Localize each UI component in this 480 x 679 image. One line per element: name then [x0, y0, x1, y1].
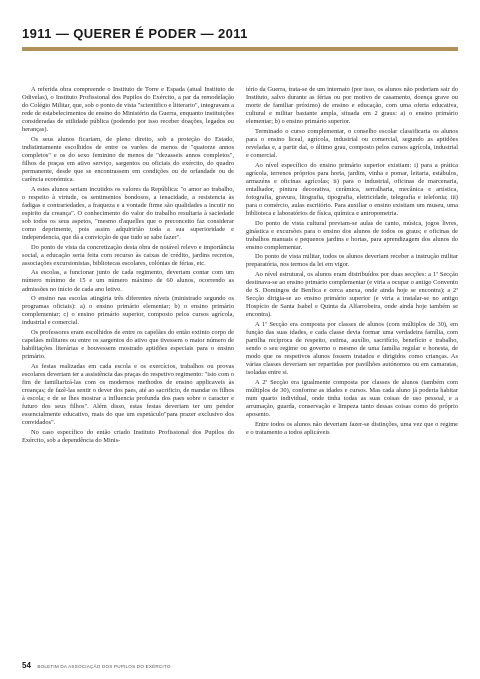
publication-name: BOLETIM DA ASSOCIAÇÃO DOS PUPILOS DO EXÉRCITO [37, 664, 171, 669]
paragraph: Do ponto de vista militar, todos os alunos deveriam receber a instrução militar preparatória, nos termos da lei em vigor. [246, 253, 458, 269]
page-footer [22, 655, 171, 673]
page-number: 54 [22, 661, 31, 670]
left-column [22, 86, 234, 446]
page-header [22, 26, 458, 51]
paragraph: Ao nível específico do ensino primário superior existiam: i) para a prática agrícola, terrenos próprios para horta, jardim, vinha e pomar, leitaria, estábulos, armazéns e oficinas agrícolas; ii) para o industrial, oficinas de marcenaria, entalhador, pintura decorativa, cerâmica, serralharia, mecânica e artística, fotografia, gravura, litografia, tipografia, eletricidade, telegrafia e telefonia; iii) para o comércio, aulas escritório. Para auxiliar o ensino existiam um museu, uma biblioteca e laboratórios de física, química e antropometria. [246, 161, 458, 217]
paragraph: Do ponto de vista da concretização desta obra de notável relevo e importância social, a educação seria feita com recurso às caixas de crédito, jardins recreios, associações excursionistas, bibliotecas escolares, colónias de férias, etc. [22, 243, 234, 267]
paragraph: Terminado o curso complementar, o conselho escolar classificaria os alunos para o ensino liceal, agrícola, industrial ou comercial, segundo as aptidões reveladas e, a partir daí, o último grau, composto pelos cursos agrícola, industrial e comercial. [246, 127, 458, 159]
page-title: 1911 — QUERER É PODER — 2011 [22, 26, 248, 41]
paragraph: As festas realizadas em cada escola e os exercícios, trabalhos ou provas escolares deveriam ter a assistência das praças do respetivo regimento: "isto com o fim de familiarizá-las com os modernos methodos de ensino applicaveis às creanças; de fazê-las sentir o dever dos paes, até ao sacrificio, de mandar os filhos à escola; e de se lhes mostrar a influencia profunda dos paes sobre o caracter e futuro dos seus filhos". Além disso, estas festas deveriam ter um pendor essencialmente educativo, mais do que um espetáculo"para prazer exclusivo dos convidados". [22, 362, 234, 427]
right-column [246, 86, 458, 446]
paragraph: Entre todos os alunos não deveriam fazer-se distinções, uma vez que o regime e o tratamento a todos aplicáveis [246, 420, 458, 436]
paragraph: As escolas, a funcionar junto de cada regimento, deveriam contar com um número mínimo de 15 e um número máximo de 60 alunos, ocorrendo as admissões no início de cada ano letivo. [22, 269, 234, 293]
paragraph-continued: tério da Guerra, trata-se de um internato (por isso, os alunos não poderiam sair do Instituto, salvo durante as férias ou por motivo de casamento, doença grave ou morte de familiar próximo) de ensino e educação, com uma oferta educativa, cultural e militar bastante ampla, situada em 2 graus: a) o ensino primário elementar; b) o ensino primário superior. [246, 86, 458, 126]
paragraph: O ensino nas escolas atingiria três diferentes níveis (ministrado segundo os programas oficiais): a) o ensino primário elementar; b) o ensino primário complementar; c) o ensino primário superior, composto pelos cursos agrícola, industrial e comercial. [22, 295, 234, 327]
paragraph: A referida obra compreende o Instituto de Torre e Espada (atual Instituto de Odivelas), o Instituto Profissional dos Pupilos do Exército, a par da remodelação do Colégio Militar, que, sob o ponto de vista "scientifico e litterario", integravam a rede de estabelecimentos de ensino do Ministério da Guerra, enquanto instituições consideradas de utilidade pública (podendo por isso receber doações, legados ou heranças). [22, 86, 234, 134]
article-body [22, 86, 458, 446]
paragraph: A 2ª Secção era igualmente composta por classes de alunos (também com múltiplos de 30), conforme as idades e cursos. Mas cada aluno já poderia habitar num quarto individual, onde tinha todas as suas coisas de uso pessoal, e a arrumação, guarda, conservação e limpeza tanto dessas coisas como do próprio aposento. [246, 378, 458, 418]
paragraph: Os seus alunos ficariam, de pleno direito, sob a proteção do Estado, indistintamente escolhidos de entre os varões de menos de "quatorze annos completos" e os do sexo feminino de menos de "dezasseis annos completos", filhos de praças em ativo serviço, sargentos ou oficiais do exército, do quadro permanente, desde que se encontrassem em condições ou de orfandade ou de carência económica. [22, 135, 234, 184]
paragraph: A estes alunos seriam incutidos os valores da República: "o amor ao trabalho, o respeito à virtude, os sentimentos bondosos, a tenacidade, a resistencia às fadigas e contrariedades, a fraqueza e a vontade firme são qualidades a incutir no espirito da creança". O conhecimento do valor do trabalho resultaria à saciedade sob todos os seus aspetos, "mesmo d'aquelles que o preconceito faz considerar como deprimente, pois assim adquiririão toda a sua superioridade e independencia, que dá a convicção de que tudo se sabe fazer". [22, 185, 234, 242]
header-rule [22, 47, 458, 51]
paragraph: Os professores eram escolhidos de entre os capelães do então extinto corpo de capelães militares ou entre os sargentos do ativo que tivessem o maior número de habilitações literárias e houvessem mostrado aptidões especiais para o ensino primário. [22, 328, 234, 361]
paragraph: Ao nível estrutural, os alunos eram distribuídos por duas secções: a 1ª Secção destinava-se ao ensino primário complementar (e viria a ocupar o antigo Convento de S. Domingos de Benfica e cerca anexa, onde ainda hoje se encontra); a 2ª Secção dirigia-se ao ensino primário superior (e viria a instalar-se no antigo Hospício de Santa Isabel e Quinta da Alfarrobeira, onde ainda hoje também se encontra). [246, 271, 458, 319]
paragraph: No caso específico do então criado Instituto Profissional dos Pupilos do Exército, sob a dependência do Minis- [22, 428, 234, 444]
paragraph: A 1ª Secção era composta por classes de alunos (com múltiplos de 30), em função das suas idades, e cada classe devia formar uma verdadeira família, com partilha recíproca de respeito, estima, auxílio, sacrifício, benefício e trabalho, sendo o seu regime ou governo o mesmo de uma família regular e honesta, de modo que os respetivos alunos fossem tratados e dirigidos como crianças. As várias classes deveriam ser repartidas por pavilhões autónomos ou em camaratas, isoladas entre si. [246, 320, 458, 377]
paragraph: Do ponto de vista cultural previam-se aulas de canto, música, jogos livres, ginástica e excursões para o ensino dos alunos de todos os graus; e oficinas de trabalhos manuais e pequenos jardins e hortas, para aprendizagem dos alunos do ensino complementar. [246, 219, 458, 251]
